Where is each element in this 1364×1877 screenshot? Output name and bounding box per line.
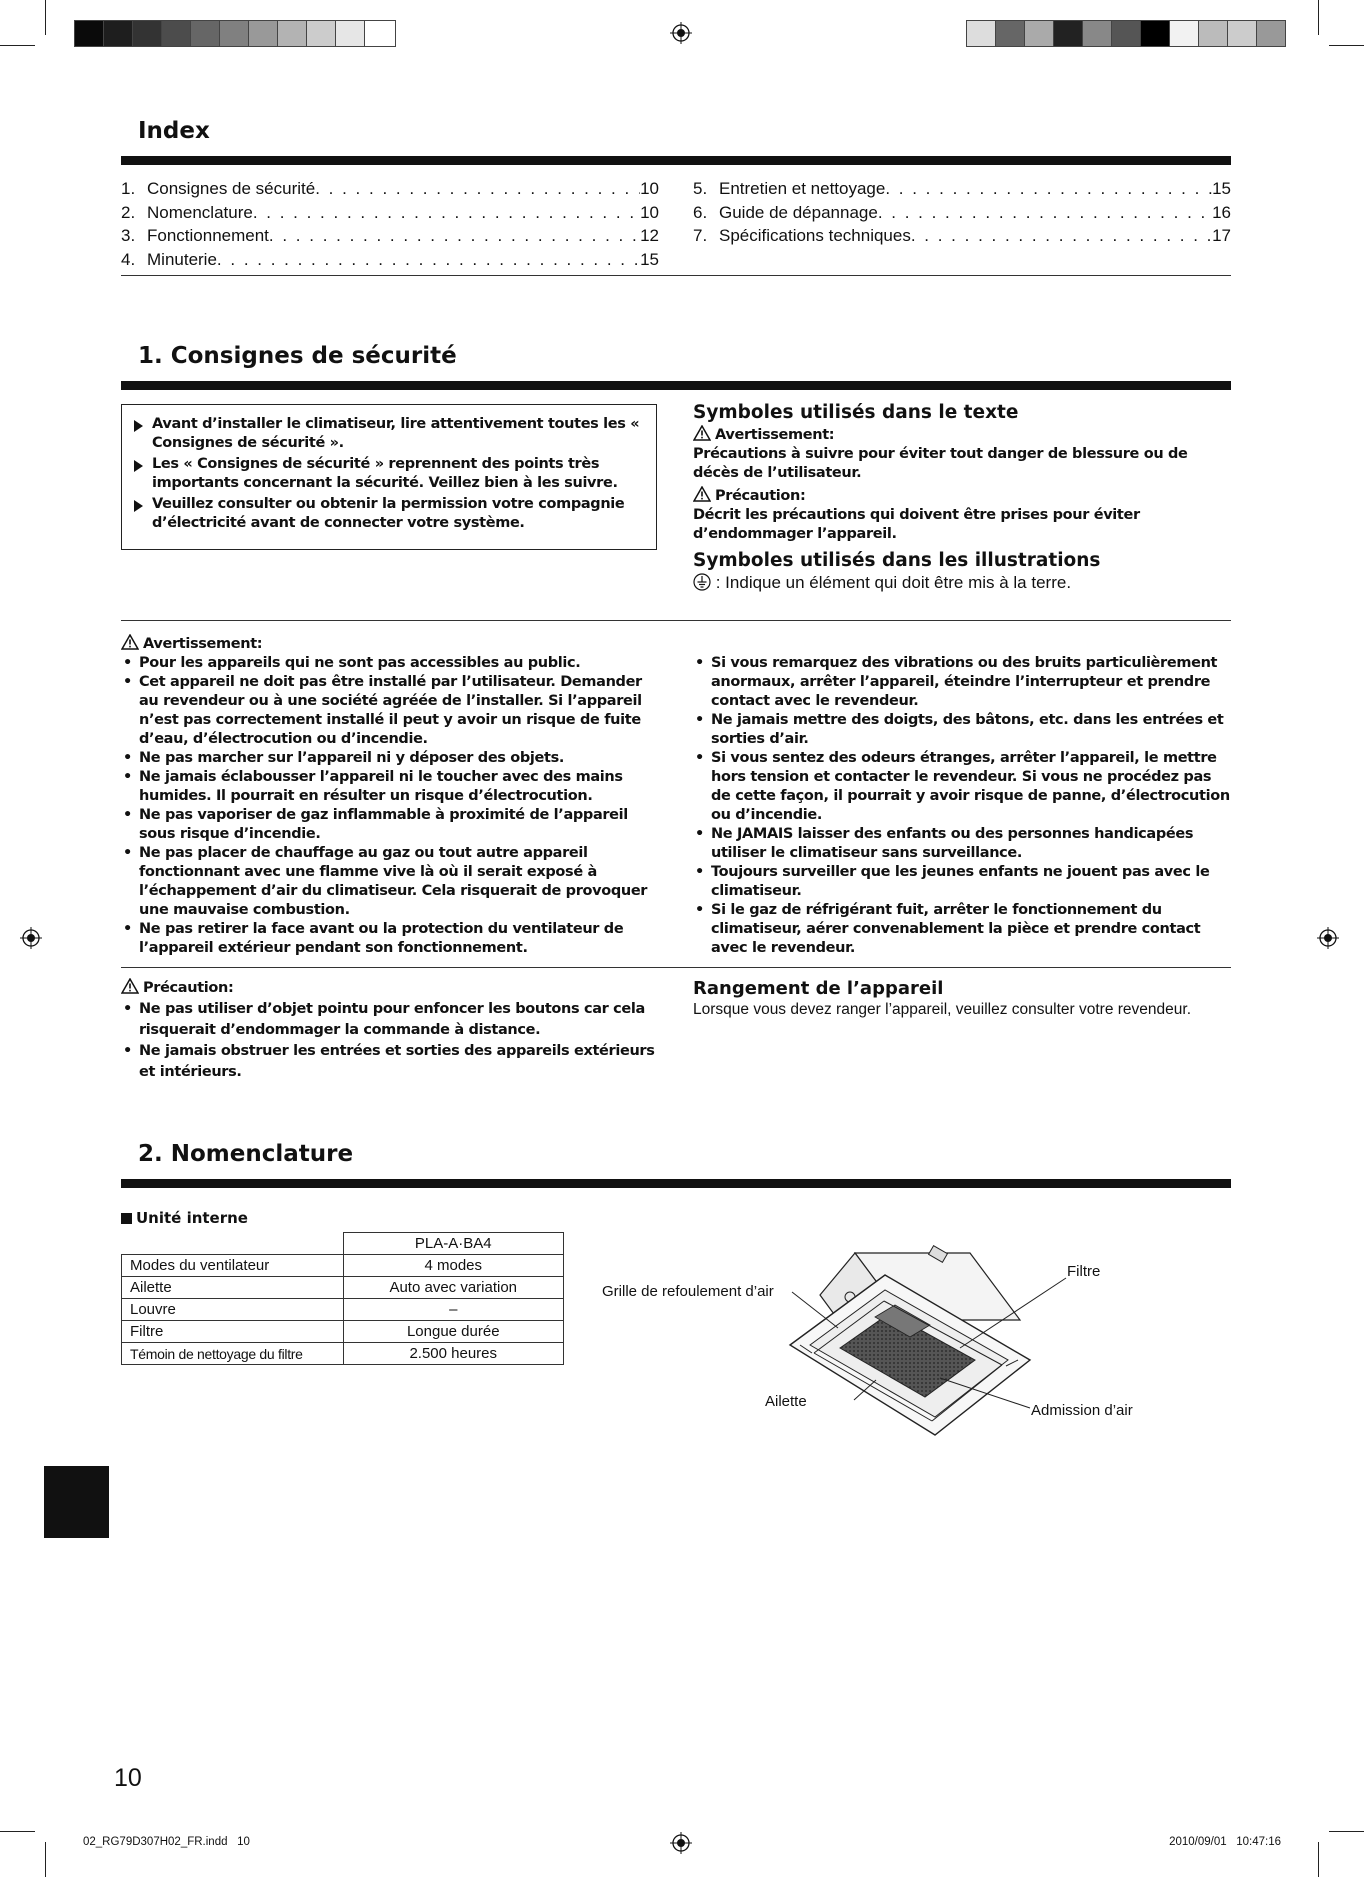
section-heading-safety: 1. Consignes de sécurité (138, 343, 457, 369)
caution-item: • Ne jamais obstruer les entrées et sorties des appareils extérieurs et intérieurs. (121, 1041, 661, 1083)
footer-timestamp: 2010/09/01 10:47:16 (1169, 1836, 1281, 1848)
registration-mark-icon (670, 1832, 692, 1854)
divider (121, 967, 1231, 968)
warning-item: • Ne jamais éclabousser l’appareil ni le toucher avec des mains humides. Il pourrait en résulter un risque d’électrocution. (121, 768, 661, 806)
warning-item: • Si vous sentez des odeurs étranges, arrêter l’appareil, le mettre hors tension et contacter le revendeur. Si vous ne procédez pas de cette façon, il pourrait y avoir risque de panne, d’électrocution ou d’incendie. (693, 749, 1233, 825)
index-entry[interactable]: 1. Consignes de sécurité . . . 10 (121, 177, 659, 201)
table-header-row (122, 1233, 564, 1255)
symbols-panel (693, 402, 1233, 593)
unit-label-row: Unité interne (121, 1209, 248, 1227)
table-row: Témoin de nettoyage du filtre 2.500 heures (122, 1343, 564, 1365)
warnings-right (693, 654, 1233, 958)
square-bullet-icon (121, 1213, 132, 1224)
index-entry[interactable]: 3. Fonctionnement . . . 12 (121, 224, 659, 248)
safety-intro-box (121, 404, 657, 550)
caution-item: • Ne pas utiliser d’objet pointu pour enfoncer les boutons car cela risquerait d’endommager la commande à distance. (121, 999, 661, 1041)
warning-description: Précautions à suivre pour éviter tout danger de blessure ou de décès de l’utilisateur. (693, 446, 1188, 481)
label-grille: Grille de refoulement d’air (602, 1283, 774, 1300)
warning-triangle-icon (693, 425, 711, 441)
storage-block (693, 978, 1233, 1019)
section-heading-nomenclature: 2. Nomenclature (138, 1141, 354, 1167)
storage-title: Rangement de l’appareil (693, 978, 944, 999)
warning-symbol-row: Avertissement: (693, 425, 1233, 445)
index-entry[interactable]: 4. Minuterie . . . 15 (121, 248, 659, 272)
earth-symbol-row: : Indique un élément qui doit être mis à la terre. (693, 573, 1233, 593)
footer-filename: 02_RG79D307H02_FR.indd 10 (83, 1836, 250, 1848)
caution-description: Décrit les précautions qui doivent être prises pour éviter d’endommager l’appareil. (693, 507, 1140, 542)
caution-triangle-icon (693, 486, 711, 502)
label-admission: Admission d’air (1031, 1402, 1133, 1419)
warning-item: • Si le gaz de réfrigérant fuit, arrêter le fonctionnement du climatiseur, aérer convenablement la pièce et prendre contact avec le revendeur. (693, 901, 1233, 958)
index-entry[interactable]: 5. Entretien et nettoyage . . . 15 (693, 177, 1231, 201)
warnings-heading: Avertissement: (121, 634, 661, 654)
symbols-illustrations-title: Symboles utilisés dans les illustrations (693, 550, 1101, 571)
label-ailette: Ailette (765, 1393, 807, 1410)
index-list-right (693, 177, 1231, 248)
warning-item: • Ne pas marcher sur l’appareil ni y déposer des objets. (121, 749, 661, 768)
registration-mark-icon (20, 927, 42, 949)
cautions-heading: Précaution: (121, 978, 661, 999)
cautions (121, 978, 661, 1083)
intro-item: Veuillez consulter ou obtenir la permission votre compagnie d’électricité avant de connecter votre système. (132, 495, 646, 533)
page-number: 10 (114, 1764, 142, 1792)
warnings-left (121, 634, 661, 958)
section-rule (121, 381, 1231, 390)
language-tab-marker (44, 1466, 109, 1538)
index-entry[interactable]: 7. Spécifications techniques . . . 17 (693, 224, 1231, 248)
warning-item: • Ne pas vaporiser de gaz inflammable à proximité de l’appareil sous risque d’incendie. (121, 806, 661, 844)
table-row: Louvre – (122, 1299, 564, 1321)
caution-symbol-row: Précaution: (693, 486, 1233, 506)
warning-item: • Ne pas retirer la face avant ou la protection du ventilateur de l’appareil extérieur pendant son fonctionnement. (121, 920, 661, 958)
label-filtre: Filtre (1067, 1263, 1101, 1280)
earth-ground-icon (693, 573, 711, 591)
warning-item: • Cet appareil ne doit pas être installé par l’utilisateur. Demander au revendeur ou à une société agréée de l’installer. Si l’appareil n’est pas correctement installé il peut y avoir un risque de fuite d’eau, d’électrocution ou d’incendie. (121, 673, 661, 749)
index-title: Index (138, 118, 210, 144)
registration-mark-icon (1317, 927, 1339, 949)
caution-triangle-icon (121, 978, 139, 994)
index-entry[interactable]: 2. Nomenclature . . . 10 (121, 201, 659, 225)
table-row: Modes du ventilateur 4 modes (122, 1255, 564, 1277)
warning-item: • Ne jamais mettre des doigts, des bâtons, etc. dans les entrées et sorties d’air. (693, 711, 1233, 749)
index-rule (121, 156, 1231, 165)
warning-triangle-icon (121, 634, 139, 650)
symbols-text-title: Symboles utilisés dans le texte (693, 402, 1019, 423)
index-entry[interactable]: 6. Guide de dépannage . . . 16 (693, 201, 1231, 225)
storage-text: Lorsque vous devez ranger l’appareil, veuillez consulter votre revendeur. (693, 1001, 1192, 1018)
spec-table (121, 1232, 564, 1365)
section-rule (121, 1179, 1231, 1188)
warning-item: • Pour les appareils qui ne sont pas accessibles au public. (121, 654, 661, 673)
warning-item: • Ne pas placer de chauffage au gaz ou tout autre appareil fonctionnant avec une flamme vive là où il serait exposé à l’échappement d’air du climatiseur. Cela risquerait de provoquer une mauvaise combustion. (121, 844, 661, 920)
intro-item: Avant d’installer le climatiseur, lire attentivement toutes les « Consignes de sécurité ». (132, 415, 646, 453)
divider (121, 620, 1231, 621)
divider (121, 275, 1231, 276)
model-cell: PLA-A·BA4 (343, 1233, 564, 1255)
diagram-leader-lines (790, 1260, 1080, 1420)
warning-item: • Ne JAMAIS laisser des enfants ou des personnes handicapées utiliser le climatiseur sans surveillance. (693, 825, 1233, 863)
table-row: Ailette Auto avec variation (122, 1277, 564, 1299)
intro-item: Les « Consignes de sécurité » reprennent des points très importants concernant la sécurité. Veillez bien à les suivre. (132, 455, 646, 493)
registration-mark-icon (670, 22, 692, 44)
warning-item: • Toujours surveiller que les jeunes enfants ne jouent pas avec le climatiseur. (693, 863, 1233, 901)
warning-item: • Si vous remarquez des vibrations ou des bruits particulièrement anormaux, arrêter l’appareil, éteindre l’interrupteur et prendre contact avec le revendeur. (693, 654, 1233, 711)
table-row: Filtre Longue durée (122, 1321, 564, 1343)
index-list-left (121, 177, 659, 271)
